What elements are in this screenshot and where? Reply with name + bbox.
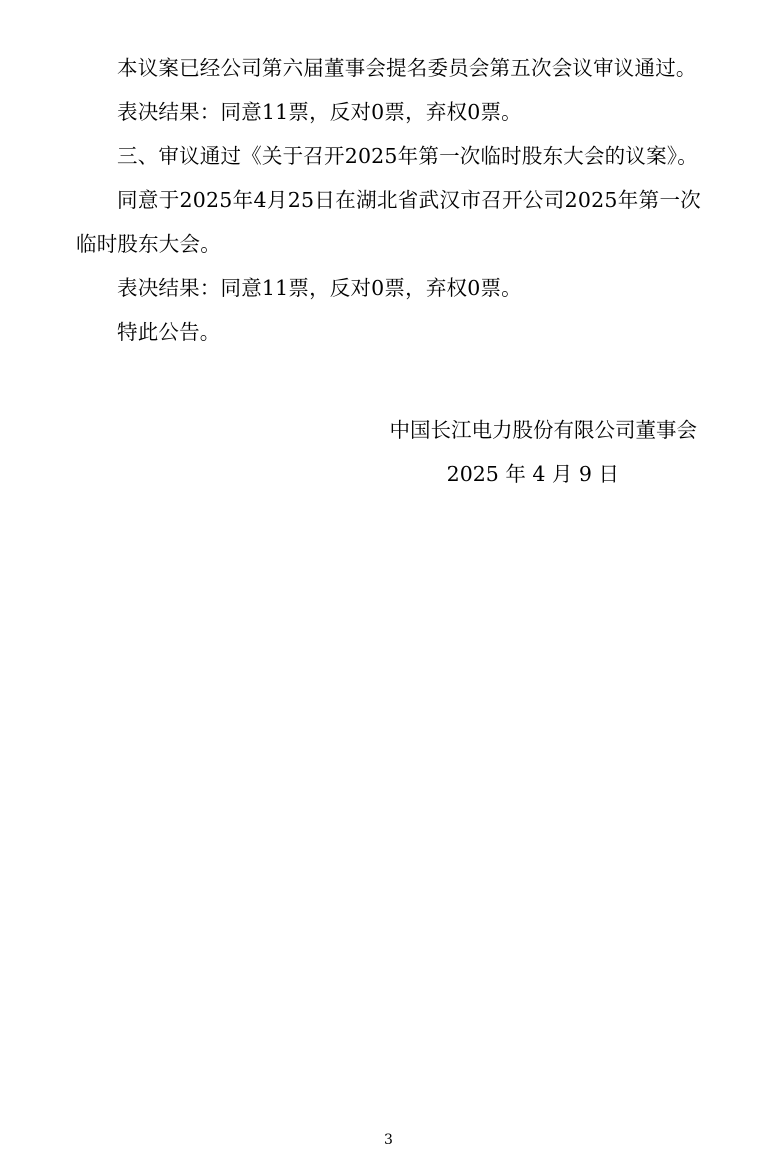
- paragraph-4: 同意于2025年4月25日在湖北省武汉市召开公司2025年第一次临时股东大会。: [76, 188, 701, 256]
- paragraph-6: 特此公告。: [117, 320, 221, 344]
- paragraph-1: 本议案已经公司第六届董事会提名委员会第五次会议审议通过。: [117, 56, 697, 80]
- signature-organization: 中国长江电力股份有限公司董事会: [389, 418, 697, 442]
- page-number: 3: [384, 1132, 393, 1148]
- paragraph-3: 三、审议通过《关于召开2025年第一次临时股东大会的议案》。: [117, 144, 698, 168]
- paragraph-5: 表决结果：同意11票，反对0票，弃权0票。: [117, 276, 522, 300]
- signature-date: 2025 年 4 月 9 日: [446, 462, 619, 486]
- document-body: [76, 46, 701, 354]
- signature-block: [76, 408, 701, 496]
- paragraph-2: 表决结果：同意11票，反对0票，弃权0票。: [117, 100, 522, 124]
